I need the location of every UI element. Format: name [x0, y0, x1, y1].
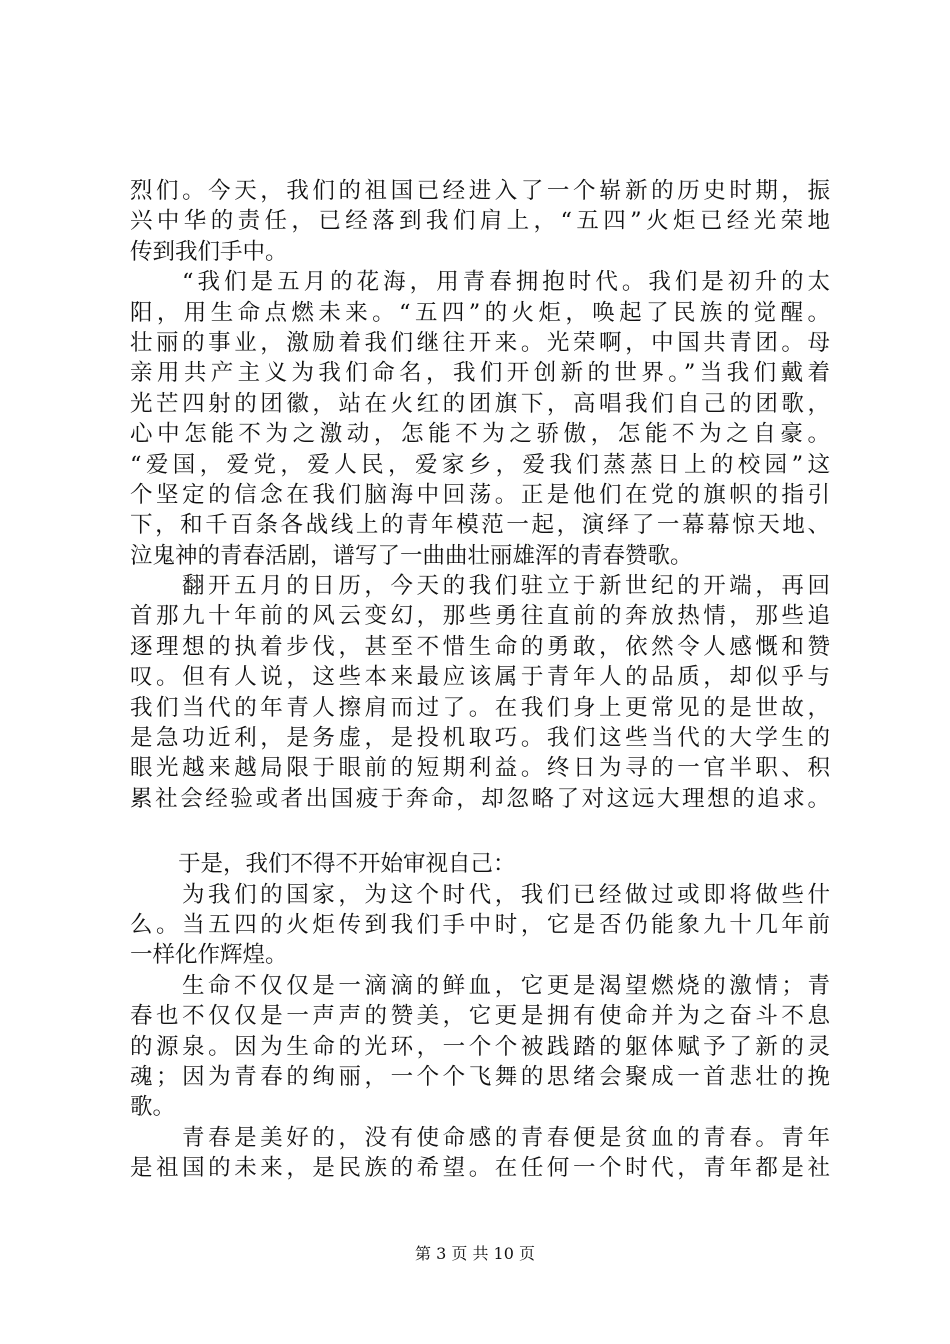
text-line: 为我们的国家，为这个时代，我们已经做过或即将做些什	[182, 881, 830, 908]
text-line: 我们当代的年青人擦肩而过了。在我们身上更常见的是世故，	[130, 694, 830, 721]
text-line: 个坚定的信念在我们脑海中回荡。正是他们在党的旗帜的指引	[130, 481, 830, 508]
text-line: 叹。但有人说，这些本来最应该属于青年人的品质，却似乎与	[130, 664, 830, 691]
text-line: “我们是五月的花海，用青春拥抱时代。我们是初升的太	[182, 269, 830, 296]
text-line: 首那九十年前的风云变幻，那些勇往直前的奔放热情，那些追	[130, 603, 830, 630]
text-line: 于是，我们不得不开始审视自己：	[178, 851, 516, 878]
text-line: 是急功近利，是务虚，是投机取巧。我们这些当代的大学生的	[130, 725, 830, 752]
text-line: 生命不仅仅是一滴滴的鲜血，它更是渴望燃烧的激情；青	[182, 972, 830, 999]
text-line: 传到我们手中。	[130, 238, 288, 265]
text-line: 亲用共产主义为我们命名，我们开创新的世界。”当我们戴着	[130, 360, 830, 387]
text-line: 翻开五月的日历，今天的我们驻立于新世纪的开端，再回	[182, 573, 830, 600]
text-line: 青春是美好的，没有使命感的青春便是贫血的青春。青年	[182, 1124, 830, 1151]
text-line: 心中怎能不为之激动，怎能不为之骄傲，怎能不为之自豪。	[130, 421, 830, 448]
text-line: 歌。	[130, 1094, 176, 1121]
text-line: 眼光越来越局限于眼前的短期利益。终日为寻的一官半职、积	[130, 755, 830, 782]
text-line: 是祖国的未来，是民族的希望。在任何一个时代，青年都是社	[130, 1155, 830, 1182]
page-number-footer: 第 3 页 共 10 页	[415, 1244, 535, 1263]
text-line: 魂；因为青春的绚丽，一个个飞舞的思绪会聚成一首悲壮的挽	[130, 1063, 830, 1090]
document-body	[130, 176, 830, 1184]
text-line: 的源泉。因为生命的光环，一个个被践踏的躯体赋予了新的灵	[130, 1033, 830, 1060]
text-line: 光芒四射的团徽，站在火红的团旗下，高唱我们自己的团歌，	[130, 390, 830, 417]
text-line: “爱国，爱党，爱人民，爱家乡，爱我们蒸蒸日上的校园”这	[130, 451, 830, 478]
text-line: 兴中华的责任，已经落到我们肩上，“五四”火炬已经光荣地	[130, 208, 830, 235]
text-line: 壮丽的事业，激励着我们继往开来。光荣啊，中国共青团。母	[130, 329, 830, 356]
text-line: 泣鬼神的青春活剧，谱写了一曲曲壮丽雄浑的青春赞歌。	[130, 542, 693, 569]
text-line: 下，和千百条各战线上的青年模范一起，演绎了一幕幕惊天地、	[130, 512, 830, 539]
text-line: 烈们。今天，我们的祖国已经进入了一个崭新的历史时期，振	[130, 178, 830, 204]
text-line: 春也不仅仅是一声声的赞美，它更是拥有使命并为之奋斗不息	[130, 1003, 830, 1030]
text-line: 阳，用生命点燃未来。“五四”的火炬，唤起了民族的觉醒。	[130, 299, 830, 326]
text-line: 累社会经验或者出国疲于奔命，却忽略了对这远大理想的追求。	[130, 785, 830, 812]
text-line: 么。当五四的火炬传到我们手中时，它是否仍能象九十几年前	[130, 911, 830, 938]
text-line: 一样化作辉煌。	[130, 942, 288, 969]
text-line: 逐理想的执着步伐，甚至不惜生命的勇敢，依然令人感慨和赞	[130, 633, 830, 660]
paragraph-gap	[130, 814, 830, 849]
